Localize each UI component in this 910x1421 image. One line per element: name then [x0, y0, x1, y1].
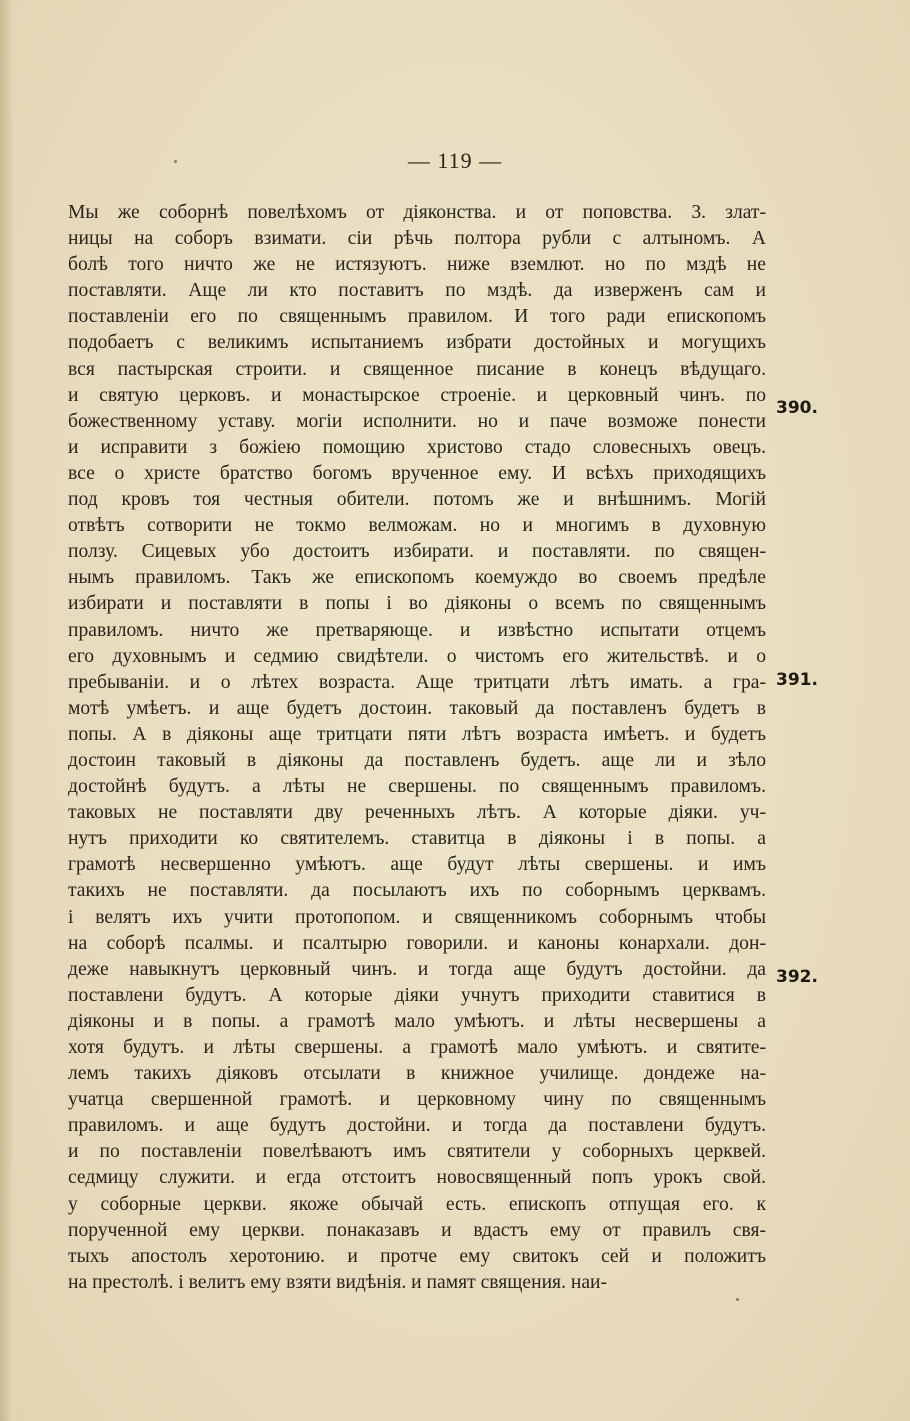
text-line: поставленiи его по священнымъ правилом. И того ради епископомъ	[68, 306, 766, 328]
text-line: дiяконы и в попы. а грамотѣ мало умѣютъ. и лѣты несвершены а	[68, 1010, 766, 1032]
text-line: седмицу служити. и егда отстоитъ новосвященный попъ урокъ свой.	[68, 1167, 766, 1189]
text-line: у соборные церкви. якоже обычай есть. епископъ отпущая его. к	[68, 1193, 766, 1215]
text-line: поставляти. Аще ли кто поставитъ по мздѣ. да изверженъ сам и	[68, 280, 766, 302]
margin-number-392: 392.	[776, 967, 818, 987]
page-number: — 119 —	[407, 148, 503, 173]
text-line: грамотѣ несвершенно умѣютъ. аще будут лѣты свершены. и имъ	[68, 854, 766, 876]
text-line: пребыванiи. и о лѣтех возраста. Аще тритцати лѣтъ имать. а гра-	[68, 671, 766, 693]
text-line: мотѣ умѣетъ. и аще будетъ достоин. таковый да поставленъ будетъ в	[68, 697, 766, 719]
text-line: болѣ того ничто же не истязуютъ. ниже вземлют. но по мздѣ не	[68, 254, 766, 276]
page-edge-shadow	[0, 0, 14, 1421]
text-line: попы. А в дiяконы аще тритцати пяти лѣтъ возраста имѣетъ. и будетъ	[68, 723, 766, 745]
text-line: порученной ему церкви. понаказавъ и вдастъ ему от правилъ свя-	[68, 1219, 766, 1241]
text-line: хотя будутъ. и лѣты свершены. а грамотѣ мало умѣютъ. и святите-	[68, 1037, 766, 1058]
text-line: правиломъ. ничто же претваряюще. и извѣстно испытати отцемъ	[68, 619, 766, 641]
body-text	[68, 200, 766, 1296]
text-line: поставлени будутъ. А которые дiяки учнутъ приходити ставитися в	[68, 984, 766, 1006]
margin-number-391: 391.	[776, 670, 818, 690]
paper-speck	[736, 1298, 739, 1301]
text-line: избирати и поставляти в попы i во дiяконы о всемъ по священнымъ	[68, 593, 766, 615]
text-line: правиломъ. и аще будутъ достойни. и тогда да поставлени будутъ.	[68, 1115, 766, 1137]
text-line: Мы же соборнѣ повелѣхомъ от дiяконства. и от поповства. 3. злат-	[68, 202, 766, 223]
text-line: ползу. Сицевых убо достоитъ избирати. и поставляти. по священ-	[68, 541, 766, 563]
text-line: лемъ такихъ дiяковъ отсылати в книжное училище. дондеже на-	[68, 1063, 766, 1085]
text-line: i велятъ ихъ учити протопопом. и священникомъ соборнымъ чтобы	[68, 906, 766, 928]
text-line: на соборѣ псалмы. и псалтырю говорили. и каноны конархали. дон-	[68, 932, 766, 954]
margin-number-390: 390.	[776, 398, 818, 418]
text-line: и святую церковъ. и монастырское строенiе. и церковный чинъ. по	[68, 384, 766, 406]
text-line: божественному уставу. могiи исполнити. но и паче возможе понести	[68, 410, 766, 432]
text-line: и по поставленiи повелѣваютъ имъ святители у соборныхъ церквей.	[68, 1141, 766, 1163]
text-line: и исправити з божiею помощию христово стадо словесныхъ овецъ.	[68, 436, 766, 458]
text-line: нутъ приходити ко святителемъ. ставитца в дiяконы i в попы. а	[68, 828, 766, 850]
text-line: его духовнымъ и седмию свидѣтели. о чистомъ его жительствѣ. и о	[68, 645, 766, 667]
text-line: деже навыкнутъ церковный чинъ. и тогда аще будутъ достойни. да	[68, 958, 766, 980]
text-line: вся пастырская строити. и священное писание в конецъ вѣдущаго.	[68, 358, 766, 380]
text-line: на престолѣ. i велитъ ему взяти видѣнiя. и памят священия. наи-	[68, 1271, 608, 1293]
text-line: достойнѣ будутъ. а лѣты не свершены. по священнымъ правиломъ.	[68, 776, 766, 798]
text-line: учатца свершенной грамотѣ. и церковному чину по священнымъ	[68, 1089, 766, 1111]
text-line: ницы на соборъ взимати. сiи рѣчь полтора рубли с алтыномъ. А	[68, 228, 766, 250]
text-line: нымъ правиломъ. Такъ же епископомъ коемуждо во своемъ предѣле	[68, 567, 766, 589]
paper-speck	[174, 160, 177, 163]
text-line: под кровъ тоя честныя обители. потомъ же и внѣшнимъ. Могiй	[68, 489, 766, 511]
text-line: отвѣтъ сотворити не токмо велможам. но и многимъ в духовную	[68, 515, 766, 537]
text-line: тыхъ апостолъ херотонию. и протче ему свитокъ сей и положитъ	[68, 1245, 766, 1267]
text-line: все о христе братство богомъ врученное ему. И всѣхъ приходящихъ	[68, 462, 766, 484]
text-line: таковых не поставляти дву реченныхъ лѣтъ. А которые дiяки. уч-	[68, 802, 766, 824]
text-line: подобаетъ с великимъ испытаниемъ избрати достойных и могущихъ	[68, 332, 766, 354]
text-line: такихъ не поставляти. да посылаютъ ихъ по соборнымъ церквамъ.	[68, 880, 766, 902]
text-line: достоин таковый в дiяконы да поставленъ будетъ. аще ли и зѣло	[68, 749, 766, 771]
